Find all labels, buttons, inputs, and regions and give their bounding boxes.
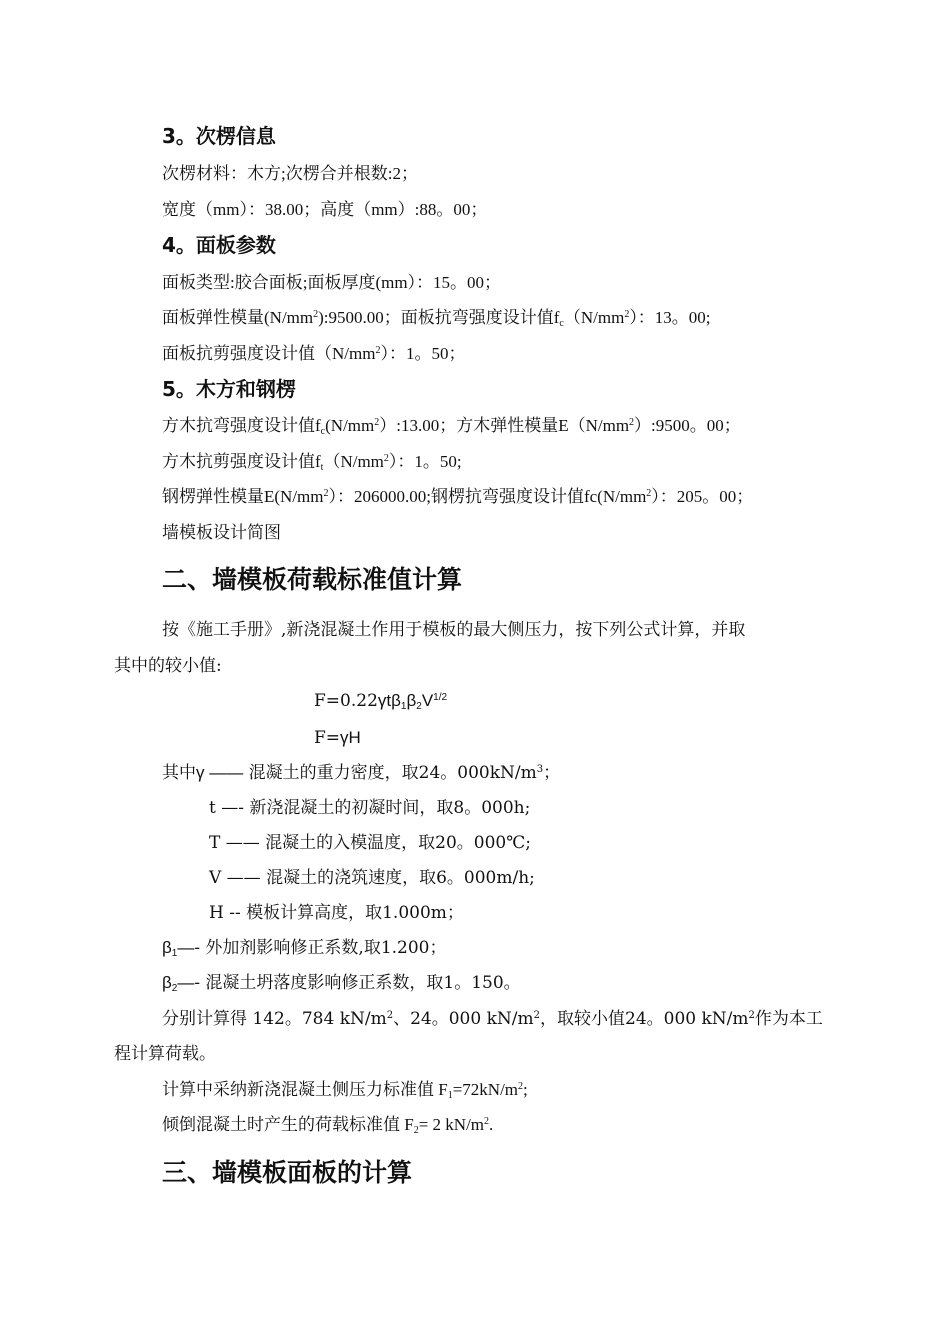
superscript: 1/2 xyxy=(433,692,448,703)
joist-size-line: 宽度（mm）：38.00；高度（mm）:88。00； xyxy=(162,200,488,219)
text-span: —- xyxy=(177,973,201,992)
text-span: ):9500.00；面板抗弯强度设计值f xyxy=(318,308,560,327)
text-span: ; xyxy=(523,1080,528,1099)
panel-modulus-line xyxy=(162,307,711,329)
text-span: ）：205。00； xyxy=(651,487,754,506)
superscript: 2 xyxy=(375,345,381,356)
text-span: ）:13.00；方木弹性模量E（N/mm xyxy=(379,416,630,435)
subscript: 2 xyxy=(171,983,178,994)
superscript: 2 xyxy=(383,453,389,464)
subscript: c xyxy=(320,426,326,437)
subscript: c xyxy=(559,318,564,329)
superscript: 2 xyxy=(629,417,635,428)
section-heading-panel-params: 4。面板参数 xyxy=(162,233,276,257)
text-span: 方木抗弯强度设计值f xyxy=(162,416,321,435)
paragraph-line: 按《施工手册》,新浇混凝土作用于模板的最大侧压力，按下列公式计算，并取 xyxy=(162,620,746,640)
f1-line xyxy=(162,1079,528,1101)
text-span: 、24。000 kN/m xyxy=(393,1009,534,1029)
text-span: 计算中采纳新浇混凝土侧压力标准值 F xyxy=(162,1080,448,1099)
superscript: 2 xyxy=(518,1081,524,1092)
text-span: —- xyxy=(177,938,201,957)
superscript: 2 xyxy=(646,488,652,499)
text-span: γ —— xyxy=(196,763,244,782)
superscript: 2 xyxy=(374,417,380,428)
text-span: ）:9500。00； xyxy=(634,416,741,435)
superscript: 2 xyxy=(313,309,319,320)
text-span: 分别计算得 142。784 kN/m xyxy=(162,1009,387,1029)
text-span: γH xyxy=(340,728,361,747)
section-heading-secondary-joist: 3。次楞信息 xyxy=(162,124,276,148)
timber-bending-line xyxy=(162,415,741,437)
text-span: 混凝土的重力密度，取24。000kN/m xyxy=(243,763,537,783)
text-span: 面板抗剪强度设计值（N/mm xyxy=(162,344,376,363)
text-span: 倾倒混凝土时产生的荷载标准值 F xyxy=(162,1115,414,1134)
var-temperature: T —— 混凝土的入模温度，取20。000℃; xyxy=(209,833,531,853)
text-span: 混凝土坍落度影响修正系数，取1。150。 xyxy=(200,973,521,993)
var-beta1 xyxy=(162,937,447,959)
text-span: ）：1。50; xyxy=(388,452,462,471)
var-beta2 xyxy=(162,972,521,994)
text-span: ）：206000.00;钢楞抗弯强度设计值fc(N/mm xyxy=(328,487,647,506)
subscript: 2 xyxy=(413,1125,419,1136)
steel-joist-line xyxy=(162,486,753,508)
var-t: t —- 新浇混凝土的初凝时间，取8。000h; xyxy=(209,798,531,818)
text-span: F= xyxy=(314,728,341,748)
formula-height xyxy=(314,727,361,749)
subscript: t xyxy=(320,462,324,473)
text-span: 方木抗剪强度设计值f xyxy=(162,452,321,471)
section-heading-load-calc: 二、墙模板荷载标准值计算 xyxy=(162,565,463,594)
text-span: (N/mm xyxy=(325,416,375,435)
text-span: （N/mm xyxy=(563,308,625,327)
var-gamma xyxy=(162,762,560,784)
var-velocity: V —— 混凝土的浇筑速度，取6。000m/h; xyxy=(209,868,535,888)
var-height: H -- 模板计算高度，取1.000m； xyxy=(209,903,464,923)
text-span: β xyxy=(162,973,172,992)
superscript: 2 xyxy=(386,1010,394,1021)
text-span: ，取较小值24。000 kN/m xyxy=(540,1009,749,1029)
paragraph-line: 其中的较小值: xyxy=(114,656,222,676)
subscript: 1 xyxy=(400,701,407,712)
timber-shear-line xyxy=(162,451,462,473)
panel-type-line: 面板类型:胶合面板;面板厚度(mm）：15。00； xyxy=(162,273,502,292)
text-span: γtβ xyxy=(377,691,401,710)
superscript: 2 xyxy=(533,1010,540,1021)
text-span: β xyxy=(162,938,172,957)
panel-shear-line xyxy=(162,343,465,365)
section-heading-panel-calc: 三、墙模板面板的计算 xyxy=(162,1158,413,1187)
text-span: = 2 kN/m xyxy=(418,1115,485,1134)
text-span: ； xyxy=(543,763,561,783)
result-line-cont: 程计算荷载。 xyxy=(114,1044,216,1064)
superscript: 2 xyxy=(624,309,630,320)
result-line xyxy=(162,1008,823,1030)
superscript: 2 xyxy=(323,488,329,499)
formula-pressure xyxy=(314,690,447,712)
text-span: F=0.22 xyxy=(314,691,378,711)
section-heading-timber-steel: 5。木方和钢楞 xyxy=(162,377,296,401)
text-span: V xyxy=(421,691,434,710)
text-span: 其中 xyxy=(162,763,196,783)
text-span: β xyxy=(406,691,417,710)
text-span: 钢楞弹性模量E(N/mm xyxy=(162,487,324,506)
text-span: 作为本工 xyxy=(754,1009,823,1029)
text-span: （N/mm xyxy=(323,452,384,471)
subscript: 1 xyxy=(447,1090,453,1101)
subscript: 2 xyxy=(416,701,422,712)
text-span: 面板弹性模量(N/mm xyxy=(162,308,314,327)
text-span: 外加剂影响修正系数,取1.200； xyxy=(200,938,447,958)
superscript: 2 xyxy=(748,1010,755,1021)
f2-line xyxy=(162,1114,493,1136)
text-span: ）：1。50； xyxy=(380,344,466,363)
text-span: . xyxy=(489,1115,494,1134)
design-diagram-caption: 墙模板设计简图 xyxy=(162,523,281,542)
superscript: 2 xyxy=(484,1116,490,1127)
text-span: ）：13。00; xyxy=(629,308,711,327)
joist-material-line: 次楞材料：木方;次楞合并根数:2； xyxy=(162,164,418,183)
text-span: =72kN/m xyxy=(452,1080,519,1099)
superscript: 3 xyxy=(536,764,544,775)
subscript: 1 xyxy=(171,948,178,959)
